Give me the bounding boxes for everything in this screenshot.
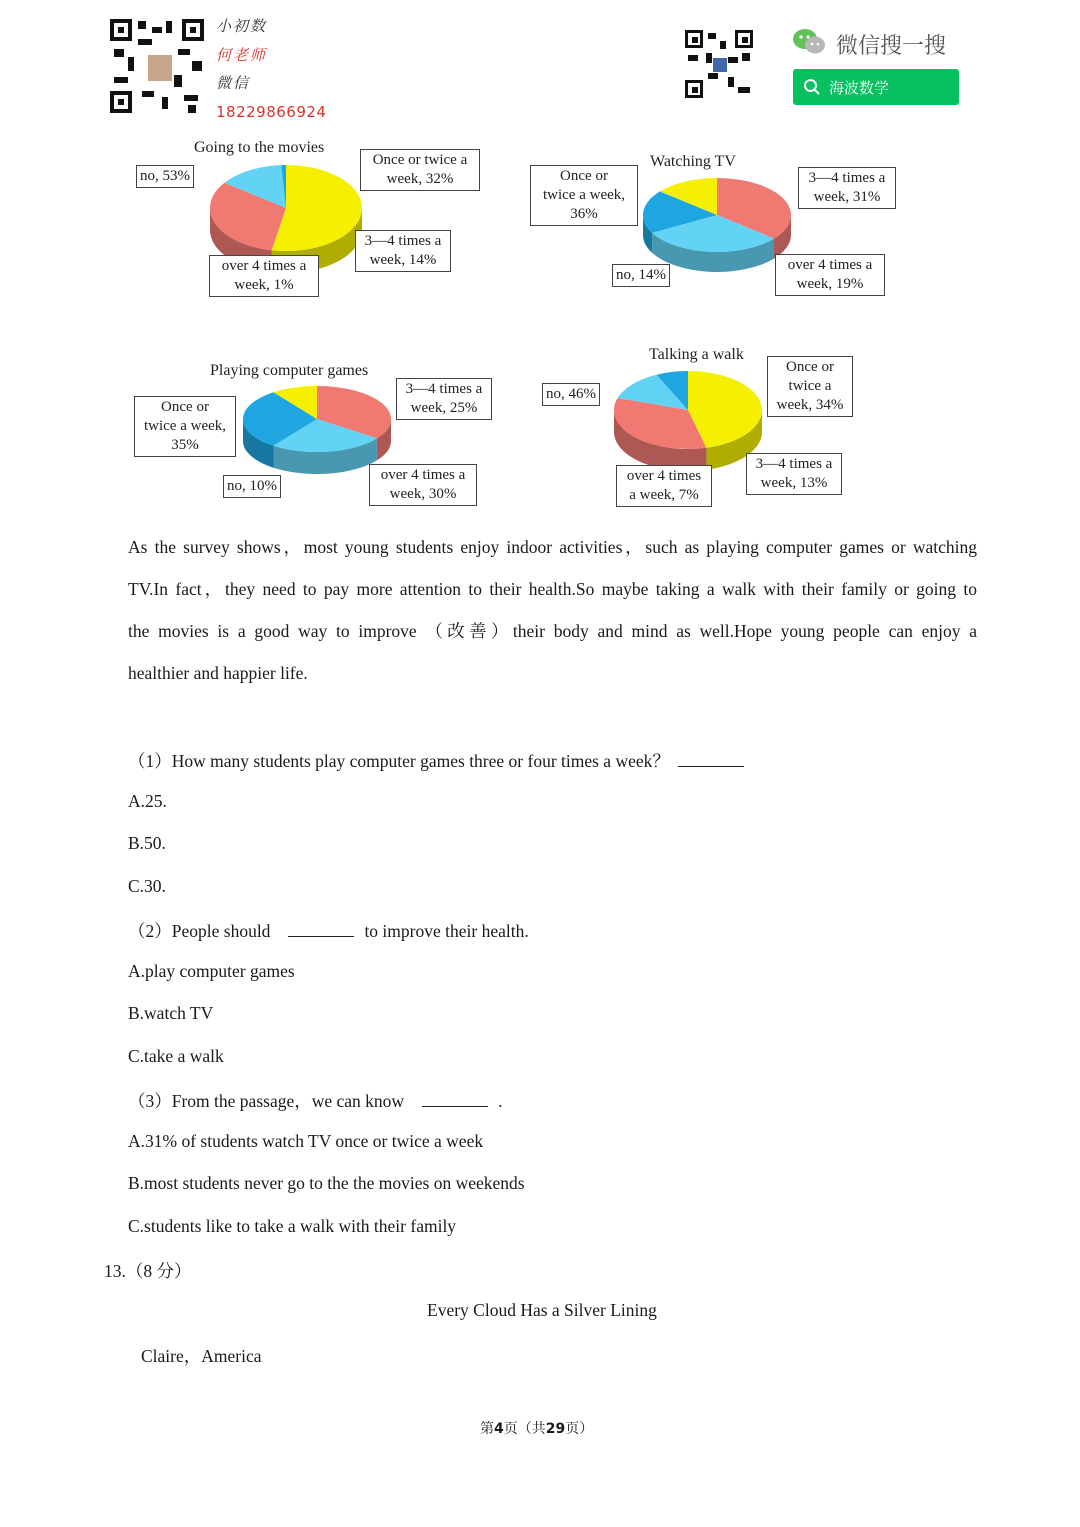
wechat-qr-code xyxy=(684,29,754,99)
option: B.most students never go to the the movies on weekends xyxy=(128,1173,525,1193)
option: A.play computer games xyxy=(128,961,295,981)
label-no: no, 53% xyxy=(136,165,194,188)
passage-author: Claire，America xyxy=(141,1346,262,1366)
passage-line: TV.In fact，they need to pay more attention to their health.So maybe taking a walk with their family or going to xyxy=(128,579,977,599)
question-3-stem: （3）From the passage，we can know . xyxy=(128,1091,503,1111)
search-icon xyxy=(803,78,821,96)
option: C.students like to take a walk with their family xyxy=(128,1216,457,1236)
label-no: no, 46% xyxy=(542,383,600,406)
passage xyxy=(128,526,977,694)
passage-line: As the survey shows，most young students enjoy indoor activities，such as playing computer games or watching xyxy=(128,537,977,557)
wechat-label: 微信 xyxy=(216,74,251,92)
label-once-or-twice: Once or twice a week, 35% xyxy=(134,396,236,457)
option: A.25. xyxy=(128,791,167,811)
label-once-or-twice: Once or twice a week, 34% xyxy=(767,356,853,417)
label-three-four-times: 3—4 times a week, 14% xyxy=(355,230,451,272)
label-over-four-times: over 4 times a week, 19% xyxy=(775,254,885,296)
option: C.30. xyxy=(128,876,166,896)
answer-blank[interactable] xyxy=(288,922,354,937)
label-over-four-times: over 4 times a week, 1% xyxy=(209,255,319,297)
teacher-name: 何老师 xyxy=(216,45,268,64)
wechat-search-button[interactable] xyxy=(793,69,959,105)
label-three-four-times: 3—4 times a week, 31% xyxy=(798,167,896,209)
page-number: 第4页（共29页） xyxy=(480,1421,594,1437)
chart-title: Playing computer games xyxy=(210,362,369,379)
avatar xyxy=(146,53,174,83)
teacher-tag-line: 小初数 xyxy=(216,17,268,35)
passage-title: Every Cloud Has a Silver Lining xyxy=(427,1300,657,1320)
option: A.31% of students watch TV once or twice a week xyxy=(128,1131,484,1151)
option: B.watch TV xyxy=(128,1003,214,1023)
label-over-four-times: over 4 times a week, 7% xyxy=(616,465,712,507)
search-button-label: 海波数学 xyxy=(829,78,890,97)
chart-talking-a-walk xyxy=(536,330,866,515)
label-three-four-times: 3—4 times a week, 13% xyxy=(746,453,842,495)
chart-title: Watching TV xyxy=(650,153,736,170)
wechat-logo-icon xyxy=(792,28,826,56)
label-three-four-times: 3—4 times a week, 25% xyxy=(396,378,492,420)
chart-title: Talking a walk xyxy=(649,346,744,363)
question-1-stem: （1）How many students play computer games three or four times a week？ xyxy=(128,748,752,773)
question-13-number: 13.（8 分） xyxy=(104,1261,192,1281)
passage-line: the movies is a good way to improve （改善）their body and mind as well.Hope young people can enjoy a xyxy=(128,621,977,641)
option: B.50. xyxy=(128,833,166,853)
chart-title: Going to the movies xyxy=(194,139,325,156)
label-over-four-times: over 4 times a week, 30% xyxy=(369,464,477,506)
question-2-stem: （2）People should to improve their health. xyxy=(128,921,529,941)
chart-watching-tv xyxy=(524,135,904,305)
label-once-or-twice: Once or twice a week, 32% xyxy=(360,149,480,191)
answer-blank[interactable] xyxy=(678,752,744,767)
label-no: no, 14% xyxy=(612,264,670,287)
label-once-or-twice: Once or twice a week, 36% xyxy=(530,165,638,226)
wechat-search-title: 微信搜一搜 xyxy=(836,34,947,59)
answer-blank[interactable] xyxy=(422,1092,488,1107)
passage-line: healthier and happier life. xyxy=(128,663,308,683)
phone-number: 18229866924 xyxy=(216,102,327,121)
option: C.take a walk xyxy=(128,1046,224,1066)
chart-playing-computer-games xyxy=(128,346,498,516)
label-no: no, 10% xyxy=(223,475,281,498)
teacher-qr-code xyxy=(108,17,206,115)
chart-going-to-movies xyxy=(128,130,498,310)
